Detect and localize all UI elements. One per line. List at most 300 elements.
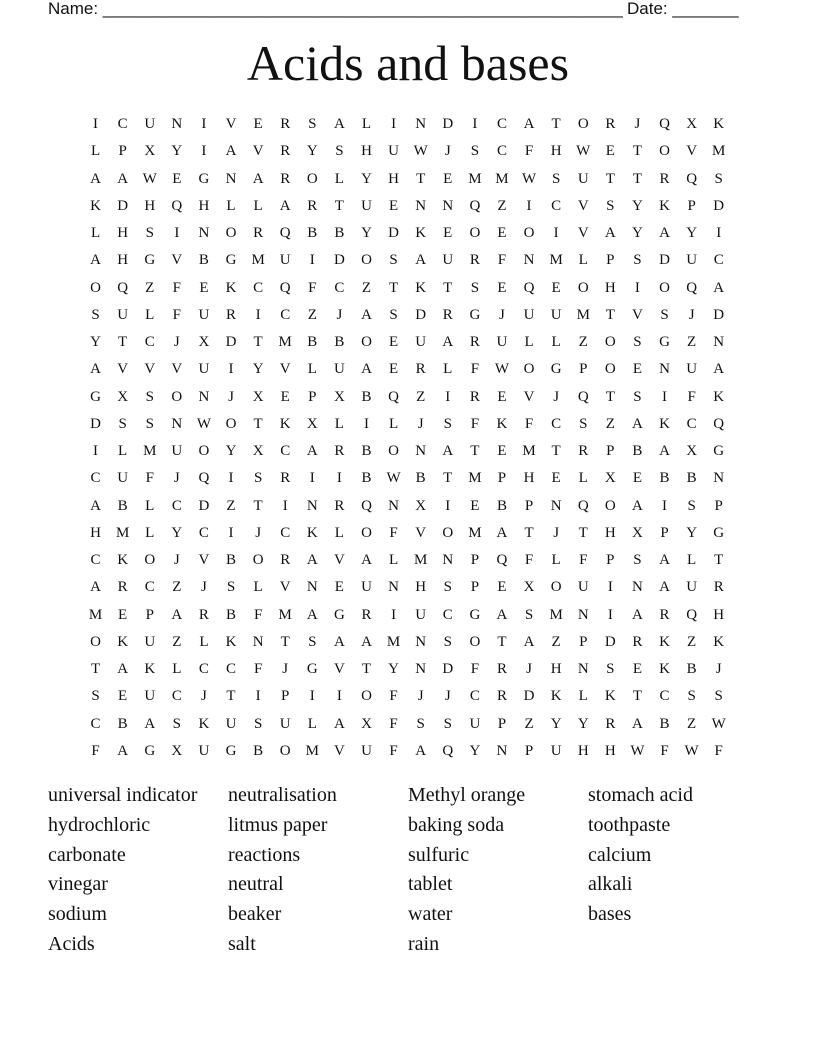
grid-letter: C bbox=[334, 279, 345, 296]
grid-letter: E bbox=[632, 661, 642, 678]
grid-letter: R bbox=[713, 579, 724, 596]
grid-letter: E bbox=[388, 197, 399, 214]
grid-letter: O bbox=[90, 279, 101, 296]
grid-letter: G bbox=[550, 361, 562, 378]
grid-letter: V bbox=[252, 143, 264, 160]
grid-letter: G bbox=[198, 170, 210, 187]
grid-letter: H bbox=[388, 170, 399, 187]
grid-letter: S bbox=[551, 170, 561, 187]
grid-letter: B bbox=[659, 470, 670, 487]
grid-letter: L bbox=[199, 633, 209, 650]
grid-letter: H bbox=[117, 225, 129, 242]
grid-letter: U bbox=[686, 252, 698, 269]
grid-letter: J bbox=[444, 143, 451, 160]
word-item: hydrochloric bbox=[48, 813, 151, 836]
grid-letter: S bbox=[443, 579, 452, 596]
grid-letter: B bbox=[334, 334, 345, 351]
grid-letter: S bbox=[91, 306, 100, 323]
grid-letter: S bbox=[714, 170, 723, 187]
grid-letter: Q bbox=[171, 197, 183, 214]
grid-letter: F bbox=[524, 143, 534, 160]
grid-letter: T bbox=[443, 470, 453, 487]
grid-letter: R bbox=[659, 170, 670, 187]
grid-letter: R bbox=[605, 116, 616, 133]
grid-letter: U bbox=[361, 197, 372, 214]
grid-letter: H bbox=[550, 143, 562, 160]
grid-letter: I bbox=[336, 688, 342, 705]
grid-letter: A bbox=[659, 225, 670, 242]
grid-letter: U bbox=[198, 742, 210, 759]
grid-letter: X bbox=[333, 388, 345, 405]
grid-letter: R bbox=[334, 497, 345, 514]
grid-letter: E bbox=[253, 116, 263, 133]
grid-letter: P bbox=[579, 361, 588, 378]
grid-letter: O bbox=[604, 361, 616, 378]
grid-letter: A bbox=[279, 197, 291, 214]
grid-letter: G bbox=[713, 524, 725, 541]
grid-letter: P bbox=[524, 497, 534, 514]
grid-letter: S bbox=[443, 715, 452, 732]
grid-letter: I bbox=[309, 688, 315, 705]
grid-letter: N bbox=[415, 197, 427, 214]
grid-letter: W bbox=[521, 170, 537, 187]
grid-letter: N bbox=[171, 415, 183, 432]
grid-letter: T bbox=[632, 170, 642, 187]
grid-letter: E bbox=[199, 279, 209, 296]
grid-letter: X bbox=[686, 116, 698, 133]
grid-letter: V bbox=[225, 116, 237, 133]
grid-letter: T bbox=[253, 497, 263, 514]
grid-letter: N bbox=[442, 552, 454, 569]
grid-letter: N bbox=[198, 225, 210, 242]
grid-row bbox=[82, 493, 732, 520]
grid-letter: U bbox=[198, 306, 210, 323]
grid-letter: J bbox=[336, 306, 343, 323]
grid-letter: M bbox=[115, 524, 130, 541]
grid-letter: V bbox=[117, 361, 129, 378]
grid-letter: J bbox=[526, 661, 532, 678]
grid-letter: D bbox=[604, 633, 616, 650]
grid-letter: N bbox=[577, 661, 589, 678]
grid-letter: E bbox=[497, 579, 507, 596]
grid-letter: X bbox=[117, 388, 129, 405]
grid-letter: F bbox=[470, 415, 480, 432]
grid-letter: O bbox=[225, 225, 237, 242]
grid-letter: N bbox=[306, 497, 318, 514]
grid-row bbox=[82, 465, 732, 492]
grid-letter: O bbox=[604, 497, 616, 514]
grid-letter: H bbox=[117, 252, 129, 269]
grid-letter: L bbox=[145, 497, 155, 514]
grid-letter: E bbox=[497, 279, 507, 296]
grid-letter: W bbox=[576, 143, 591, 160]
grid-letter: C bbox=[144, 579, 155, 596]
grid-letter: Q bbox=[496, 552, 508, 569]
grid-letter: S bbox=[633, 334, 642, 351]
grid-letter: I bbox=[634, 279, 640, 296]
grid-letter: G bbox=[225, 742, 237, 759]
grid-letter: Z bbox=[687, 334, 697, 351]
grid-letter: O bbox=[90, 633, 101, 650]
grid-letter: N bbox=[415, 116, 427, 133]
grid-letter: N bbox=[306, 579, 318, 596]
grid-letter: Y bbox=[90, 334, 101, 351]
grid-letter: X bbox=[361, 715, 372, 732]
grid-letter: E bbox=[470, 497, 480, 514]
grid-letter: V bbox=[333, 552, 345, 569]
grid-letter: S bbox=[470, 279, 480, 296]
grid-row bbox=[82, 275, 732, 302]
grid-letter: P bbox=[524, 742, 534, 759]
grid-letter: Z bbox=[416, 388, 426, 405]
grid-letter: Q bbox=[686, 170, 698, 187]
grid-letter: C bbox=[90, 552, 101, 569]
grid-letter: H bbox=[604, 524, 616, 541]
grid-letter: I bbox=[716, 225, 722, 242]
grid-letter: K bbox=[659, 661, 670, 678]
grid-letter: F bbox=[687, 388, 696, 405]
grid-letter: T bbox=[361, 661, 372, 678]
grid-letter: R bbox=[280, 552, 291, 569]
grid-letter: P bbox=[687, 197, 696, 214]
grid-row bbox=[82, 111, 732, 138]
grid-row bbox=[82, 683, 732, 710]
grid-letter: E bbox=[118, 606, 128, 623]
grid-letter: A bbox=[442, 334, 454, 351]
grid-letter: B bbox=[361, 470, 372, 487]
grid-letter: E bbox=[497, 388, 507, 405]
grid-letter: H bbox=[577, 742, 589, 759]
grid-letter: B bbox=[307, 225, 318, 242]
grid-letter: D bbox=[659, 252, 670, 269]
grid-letter: F bbox=[470, 361, 480, 378]
grid-letter: M bbox=[495, 170, 509, 187]
grid-letter: L bbox=[334, 524, 344, 541]
word-item: bases bbox=[588, 903, 632, 926]
grid-letter: N bbox=[550, 497, 562, 514]
grid-letter: V bbox=[171, 361, 183, 378]
grid-letter: X bbox=[171, 742, 183, 759]
grid-letter: F bbox=[497, 252, 507, 269]
grid-letter: P bbox=[470, 552, 480, 569]
grid-letter: S bbox=[606, 197, 615, 214]
grid-letter: N bbox=[442, 197, 454, 214]
grid-letter: S bbox=[253, 470, 263, 487]
grid-letter: B bbox=[117, 715, 128, 732]
grid-letter: Q bbox=[388, 388, 399, 405]
grid-letter: F bbox=[660, 742, 669, 759]
grid-letter: P bbox=[308, 388, 317, 405]
grid-letter: W bbox=[386, 470, 401, 487]
name-field-label: Name: _______________________________________________________ bbox=[48, 0, 623, 18]
grid-letter: S bbox=[633, 388, 642, 405]
grid-letter: V bbox=[415, 524, 427, 541]
grid-letter: L bbox=[578, 252, 588, 269]
grid-letter: I bbox=[228, 361, 234, 378]
grid-letter: S bbox=[145, 225, 154, 242]
grid-letter: U bbox=[550, 742, 562, 759]
grid-letter: V bbox=[577, 225, 589, 242]
grid-letter: R bbox=[117, 579, 128, 596]
grid-letter: T bbox=[578, 524, 588, 541]
grid-letter: T bbox=[253, 415, 263, 432]
grid-letter: U bbox=[361, 579, 372, 596]
grid-row bbox=[82, 220, 732, 247]
grid-letter: K bbox=[659, 633, 670, 650]
grid-letter: D bbox=[415, 306, 427, 323]
grid-letter: I bbox=[662, 388, 668, 405]
grid-letter: A bbox=[604, 225, 616, 242]
grid-letter: R bbox=[415, 361, 426, 378]
grid-letter: M bbox=[386, 633, 401, 650]
grid-letter: K bbox=[604, 688, 616, 705]
grid-letter: D bbox=[388, 225, 399, 242]
grid-letter: F bbox=[172, 279, 181, 296]
grid-letter: T bbox=[226, 688, 236, 705]
grid-letter: D bbox=[442, 116, 454, 133]
grid-letter: W bbox=[494, 361, 510, 378]
grid-letter: N bbox=[713, 470, 725, 487]
grid-letter: C bbox=[280, 443, 291, 460]
grid-letter: E bbox=[443, 225, 453, 242]
grid-letter: J bbox=[499, 306, 505, 323]
grid-letter: A bbox=[225, 143, 237, 160]
grid-letter: S bbox=[172, 715, 181, 732]
grid-letter: N bbox=[632, 579, 643, 596]
grid-letter: U bbox=[279, 715, 291, 732]
grid-letter: Q bbox=[659, 116, 670, 133]
grid-letter: S bbox=[145, 388, 154, 405]
grid-letter: A bbox=[361, 552, 372, 569]
grid-letter: M bbox=[549, 252, 563, 269]
grid-letter: E bbox=[388, 361, 399, 378]
grid-letter: N bbox=[415, 633, 427, 650]
grid-letter: T bbox=[605, 170, 615, 187]
grid-row bbox=[82, 329, 732, 356]
grid-letter: C bbox=[496, 116, 507, 133]
grid-letter: I bbox=[309, 470, 315, 487]
grid-row bbox=[82, 411, 732, 438]
grid-letter: B bbox=[686, 470, 697, 487]
grid-letter: J bbox=[282, 661, 289, 678]
grid-letter: C bbox=[90, 715, 101, 732]
grid-letter: C bbox=[198, 661, 209, 678]
grid-letter: F bbox=[172, 306, 181, 323]
grid-row bbox=[82, 520, 732, 547]
grid-letter: A bbox=[659, 443, 670, 460]
grid-letter: W bbox=[413, 143, 428, 160]
grid-letter: Y bbox=[550, 715, 562, 732]
grid-letter: F bbox=[470, 661, 480, 678]
grid-letter: C bbox=[496, 143, 507, 160]
grid-letter: A bbox=[333, 633, 345, 650]
grid-letter: B bbox=[307, 334, 318, 351]
grid-letter: L bbox=[388, 415, 399, 432]
grid-letter: K bbox=[415, 279, 427, 296]
grid-row bbox=[82, 547, 732, 574]
grid-letter: S bbox=[579, 415, 588, 432]
grid-letter: L bbox=[253, 197, 263, 214]
word-column bbox=[588, 781, 768, 960]
grid-row bbox=[82, 629, 732, 656]
grid-letter: Y bbox=[306, 143, 318, 160]
grid-letter: K bbox=[415, 225, 427, 242]
word-column bbox=[408, 781, 588, 960]
grid-letter: N bbox=[252, 633, 264, 650]
word-item: neutralisation bbox=[228, 784, 337, 806]
grid-letter: C bbox=[198, 524, 209, 541]
grid-letter: A bbox=[523, 116, 535, 133]
grid-letter: I bbox=[255, 688, 261, 705]
grid-letter: J bbox=[688, 306, 695, 323]
grid-letter: V bbox=[279, 579, 291, 596]
grid-letter: L bbox=[578, 470, 588, 487]
grid-letter: I bbox=[174, 225, 180, 242]
grid-letter: Y bbox=[469, 742, 481, 759]
grid-letter: T bbox=[416, 170, 426, 187]
grid-letter: P bbox=[660, 524, 669, 541]
grid-letter: L bbox=[388, 552, 399, 569]
grid-letter: B bbox=[659, 715, 670, 732]
grid-letter: S bbox=[633, 252, 642, 269]
grid-letter: Z bbox=[226, 497, 236, 514]
grid-row bbox=[82, 384, 732, 411]
grid-letter: A bbox=[659, 552, 670, 569]
grid-letter: H bbox=[90, 524, 101, 541]
grid-letter: O bbox=[361, 688, 372, 705]
grid-letter: N bbox=[713, 334, 725, 351]
grid-letter: Z bbox=[551, 633, 561, 650]
grid-letter: T bbox=[605, 306, 615, 323]
grid-letter: X bbox=[144, 143, 156, 160]
grid-letter: I bbox=[445, 497, 451, 514]
grid-letter: L bbox=[687, 552, 697, 569]
grid-letter: F bbox=[524, 552, 534, 569]
grid-letter: O bbox=[361, 524, 372, 541]
grid-letter: O bbox=[469, 225, 481, 242]
grid-letter: M bbox=[468, 524, 482, 541]
grid-letter: R bbox=[632, 633, 643, 650]
grid-letter: G bbox=[713, 443, 725, 460]
grid-letter: B bbox=[496, 497, 507, 514]
grid-letter: K bbox=[306, 524, 318, 541]
grid-letter: K bbox=[713, 633, 725, 650]
grid-letter: C bbox=[686, 415, 697, 432]
word-column bbox=[48, 781, 228, 960]
grid-letter: R bbox=[280, 143, 291, 160]
grid-letter: J bbox=[255, 524, 262, 541]
grid-letter: L bbox=[551, 552, 561, 569]
grid-letter: R bbox=[334, 443, 345, 460]
grid-letter: C bbox=[280, 524, 291, 541]
grid-letter: J bbox=[417, 415, 424, 432]
grid-letter: H bbox=[550, 661, 562, 678]
grid-letter: E bbox=[632, 470, 642, 487]
grid-letter: W bbox=[711, 715, 726, 732]
grid-letter: F bbox=[714, 742, 723, 759]
grid-letter: L bbox=[90, 143, 101, 160]
word-item: tablet bbox=[408, 873, 453, 896]
grid-letter: A bbox=[415, 742, 427, 759]
grid-letter: P bbox=[281, 688, 290, 705]
grid-letter: M bbox=[414, 552, 428, 569]
grid-letter: B bbox=[226, 606, 237, 623]
grid-letter: Z bbox=[578, 334, 588, 351]
grid-letter: M bbox=[88, 606, 103, 623]
grid-letter: Y bbox=[171, 143, 183, 160]
grid-letter: T bbox=[90, 661, 101, 678]
grid-letter: S bbox=[660, 306, 669, 323]
grid-letter: P bbox=[606, 552, 615, 569]
grid-letter: G bbox=[469, 306, 481, 323]
grid-letter: N bbox=[171, 116, 183, 133]
grid-letter: M bbox=[712, 143, 726, 160]
grid-letter: W bbox=[196, 415, 211, 432]
grid-letter: L bbox=[551, 334, 561, 351]
date-field-label: Date: _______ bbox=[627, 0, 739, 18]
grid-letter: R bbox=[307, 197, 318, 214]
grid-letter: R bbox=[280, 170, 291, 187]
grid-letter: S bbox=[335, 143, 344, 160]
word-item: neutral bbox=[228, 873, 284, 896]
grid-letter: O bbox=[306, 170, 318, 187]
grid-letter: Y bbox=[577, 715, 589, 732]
grid-letter: L bbox=[334, 415, 344, 432]
grid-letter: I bbox=[255, 306, 261, 323]
grid-letter: L bbox=[226, 197, 236, 214]
grid-letter: H bbox=[604, 742, 616, 759]
grid-letter: S bbox=[308, 116, 317, 133]
grid-letter: L bbox=[307, 361, 317, 378]
grid-letter: E bbox=[443, 170, 453, 187]
grid-letter: B bbox=[253, 742, 264, 759]
grid-letter: A bbox=[144, 715, 156, 732]
grid-letter: P bbox=[606, 252, 615, 269]
grid-letter: E bbox=[280, 388, 290, 405]
grid-letter: U bbox=[144, 688, 156, 705]
grid-row bbox=[82, 302, 732, 329]
grid-letter: H bbox=[415, 579, 427, 596]
grid-letter: V bbox=[523, 388, 535, 405]
grid-letter: I bbox=[391, 116, 397, 133]
grid-letter: V bbox=[577, 197, 589, 214]
grid-letter: U bbox=[523, 306, 535, 323]
grid-letter: S bbox=[524, 606, 534, 623]
grid-letter: J bbox=[173, 552, 180, 569]
grid-letter: A bbox=[90, 170, 101, 187]
grid-letter: R bbox=[469, 252, 480, 269]
grid-letter: B bbox=[361, 443, 372, 460]
grid-letter: A bbox=[90, 497, 101, 514]
grid-letter: R bbox=[496, 688, 507, 705]
grid-letter: S bbox=[606, 661, 615, 678]
grid-letter: B bbox=[686, 661, 697, 678]
grid-letter: F bbox=[524, 415, 534, 432]
grid-letter: X bbox=[604, 470, 616, 487]
grid-letter: J bbox=[715, 661, 722, 678]
grid-letter: S bbox=[91, 688, 100, 705]
grid-letter: R bbox=[226, 306, 237, 323]
grid-letter: E bbox=[605, 143, 615, 160]
grid-letter: K bbox=[144, 661, 156, 678]
grid-letter: Z bbox=[172, 579, 182, 596]
grid-row bbox=[82, 193, 732, 220]
grid-letter: T bbox=[551, 443, 561, 460]
grid-letter: K bbox=[713, 116, 725, 133]
grid-letter: Q bbox=[469, 197, 481, 214]
grid-letter: U bbox=[496, 334, 508, 351]
grid-letter: A bbox=[333, 715, 345, 732]
